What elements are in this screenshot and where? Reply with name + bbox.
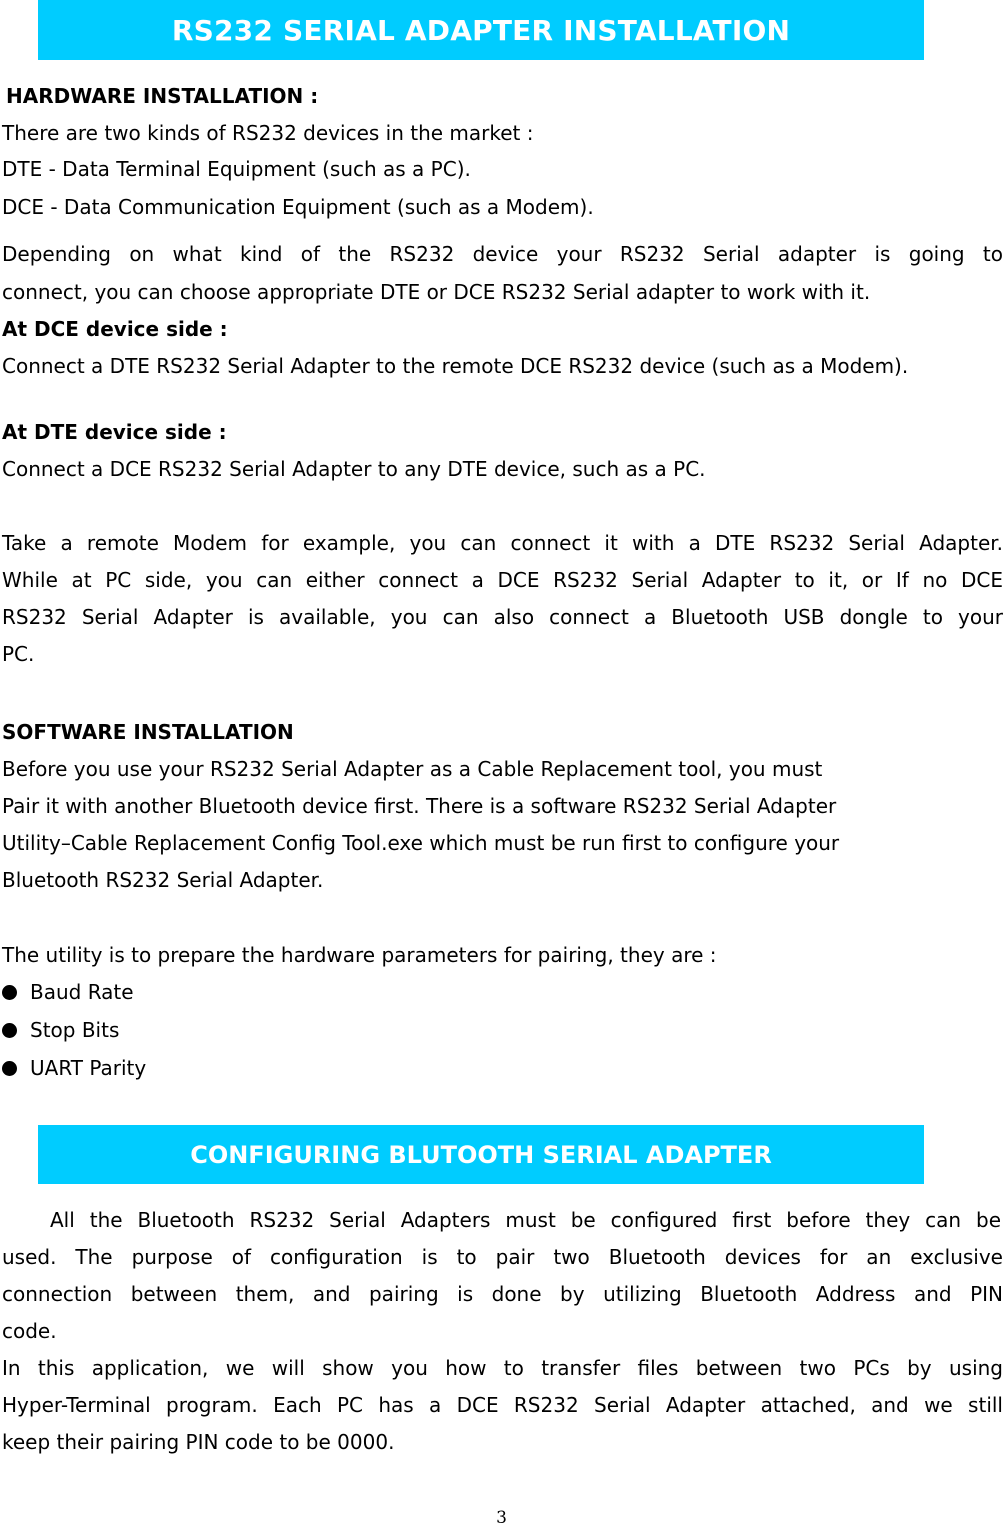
list-item-label: Stop Bits <box>30 1018 120 1042</box>
list-item-stop-bits <box>2 1018 119 1042</box>
paragraph-line: keep their pairing PIN code to be 0000. <box>2 1430 395 1454</box>
paragraph-line: Bluetooth RS232 Serial Adapter. <box>2 868 324 892</box>
paragraph-line: The utility is to prepare the hardware parameters for pairing, they are : <box>2 943 717 967</box>
section-banner-configuring <box>38 1125 924 1184</box>
paragraph-line: PC. <box>2 642 35 666</box>
software-installation-heading: SOFTWARE INSTALLATION <box>2 720 294 744</box>
paragraph-line: code. <box>2 1319 57 1343</box>
section-title: CONFIGURING BLUTOOTH SERIAL ADAPTER <box>190 1140 772 1169</box>
list-item-label: UART Parity <box>30 1056 147 1080</box>
bullet-icon <box>2 985 17 1000</box>
paragraph-line: Connect a DCE RS232 Serial Adapter to any DTE device, such as a PC. <box>2 457 706 481</box>
paragraph-line: RS232 Serial Adapter is available, you can also connect a Bluetooth USB dongle to your <box>2 605 1003 629</box>
paragraph-line: DTE - Data Terminal Equipment (such as a PC). <box>2 157 471 181</box>
paragraph-line: Connect a DTE RS232 Serial Adapter to the remote DCE RS232 device (such as a Modem). <box>2 354 909 378</box>
page-number: 3 <box>496 1508 507 1528</box>
paragraph-line: used. The purpose of configuration is to pair two Bluetooth devices for an exclusive <box>2 1245 1003 1269</box>
paragraph-line: There are two kinds of RS232 devices in the market : <box>2 121 534 145</box>
dte-side-heading: At DTE device side : <box>2 420 227 444</box>
paragraph-line: Before you use your RS232 Serial Adapter as a Cable Replacement tool, you must <box>2 757 823 781</box>
paragraph-line: In this application, we will show you how to transfer files between two PCs by using <box>2 1356 1003 1380</box>
list-item-uart-parity <box>2 1056 146 1080</box>
bullet-icon <box>2 1061 17 1076</box>
list-item-label: Baud Rate <box>30 980 134 1004</box>
paragraph-line: DCE - Data Communication Equipment (such as a Modem). <box>2 195 594 219</box>
section-banner-rs232-installation <box>38 0 924 60</box>
paragraph-line: connection between them, and pairing is done by utilizing Bluetooth Address and PIN <box>2 1282 1003 1306</box>
list-item-baud-rate <box>2 980 134 1004</box>
bullet-icon <box>2 1023 17 1038</box>
paragraph-line: While at PC side, you can either connect a DCE RS232 Serial Adapter to it, or If no DCE <box>2 568 1003 592</box>
paragraph-line: Hyper-Terminal program. Each PC has a DCE RS232 Serial Adapter attached, and we still <box>2 1393 1003 1417</box>
paragraph-line: All the Bluetooth RS232 Serial Adapters must be configured first before they can be <box>50 1208 1001 1232</box>
paragraph-line: connect, you can choose appropriate DTE or DCE RS232 Serial adapter to work with it. <box>2 280 871 304</box>
paragraph-line: Depending on what kind of the RS232 device your RS232 Serial adapter is going to <box>2 242 1003 266</box>
section-title: RS232 SERIAL ADAPTER INSTALLATION <box>171 13 791 47</box>
dce-side-heading: At DCE device side : <box>2 317 228 341</box>
paragraph-line: Utility–Cable Replacement Config Tool.exe which must be run first to configure your <box>2 831 840 855</box>
hardware-installation-heading: HARDWARE INSTALLATION : <box>6 84 319 108</box>
paragraph-line: Take a remote Modem for example, you can connect it with a DTE RS232 Serial Adapter. <box>2 531 1003 555</box>
paragraph-line: Pair it with another Bluetooth device first. There is a software RS232 Serial Adapter <box>2 794 837 818</box>
